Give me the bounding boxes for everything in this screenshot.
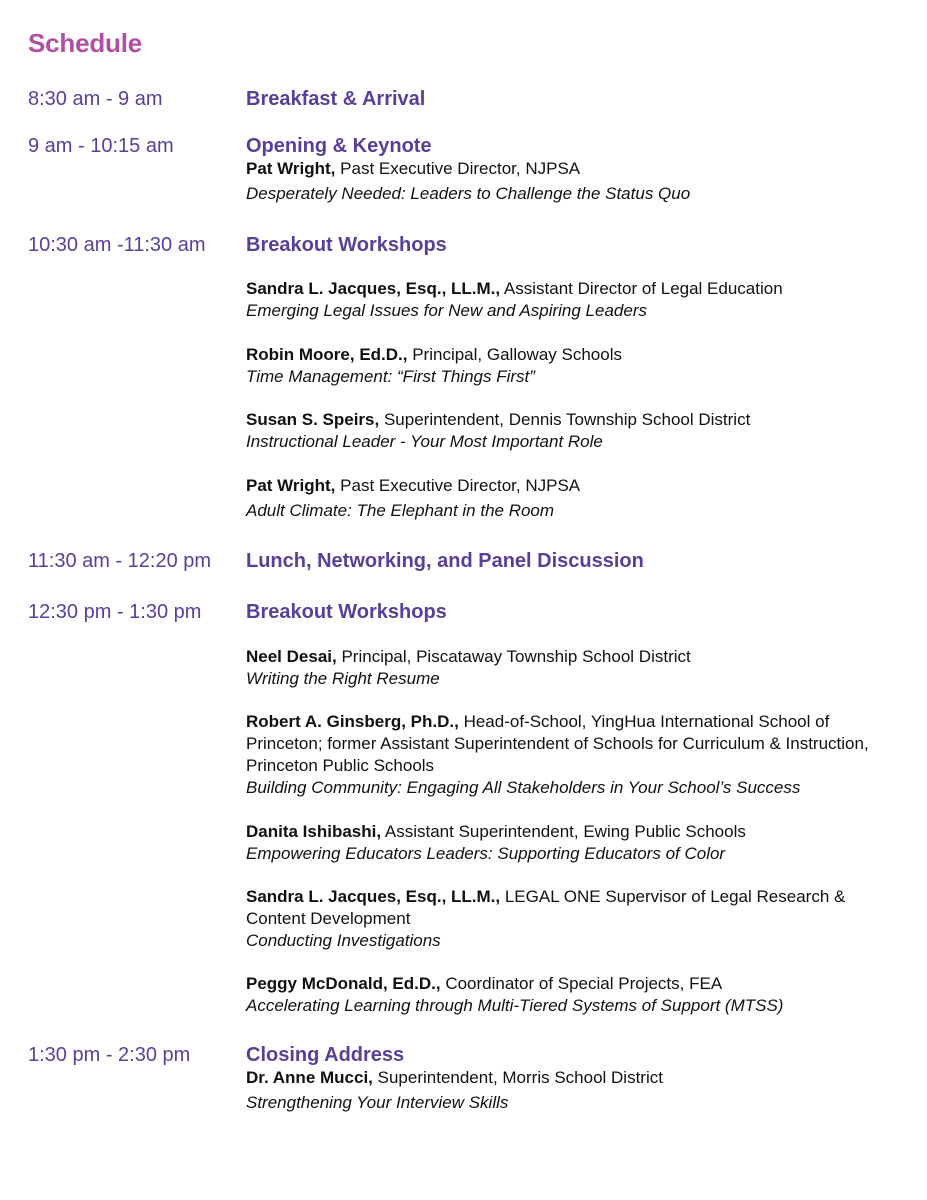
session-content	[246, 233, 896, 257]
talk-title: Building Community: Engaging All Stakeholders in Your School’s Success	[246, 778, 801, 797]
session-heading: Lunch, Networking, and Panel Discussion	[246, 550, 644, 572]
speaker-role: Head-of-School, YingHua International School of Princeton; former Assistant Superintendent of Schools for Curriculum & Instruction, Princeton Public Schools	[246, 712, 869, 775]
session-content	[246, 549, 896, 573]
talk-title: Conducting Investigations	[246, 931, 441, 950]
talk-title: Writing the Right Resume	[246, 669, 440, 688]
speaker-line	[246, 409, 896, 431]
session-time: 1:30 pm - 2:30 pm	[28, 1044, 191, 1066]
speaker-line	[246, 973, 896, 995]
session-heading: Breakout Workshops	[246, 601, 447, 623]
talk-title: Strengthening Your Interview Skills	[246, 1093, 509, 1112]
workshop-content	[246, 886, 896, 952]
session-heading: Opening & Keynote	[246, 135, 432, 157]
speaker-line	[246, 886, 896, 930]
speaker-name: Robin Moore, Ed.D.,	[246, 345, 408, 364]
speaker-line	[246, 1067, 896, 1089]
session-content	[246, 87, 896, 111]
speaker-name: Sandra L. Jacques, Esq., LL.M.,	[246, 279, 501, 298]
speaker-role: Past Executive Director, NJPSA	[335, 159, 581, 178]
page-title: Schedule	[28, 28, 142, 58]
session-heading: Breakfast & Arrival	[246, 88, 426, 110]
speaker-role: Superintendent, Dennis Township School District	[379, 410, 751, 429]
speaker-name: Peggy McDonald, Ed.D.,	[246, 974, 441, 993]
session-time: 11:30 am - 12:20 pm	[28, 550, 212, 572]
speaker-line	[246, 821, 896, 843]
speaker-name: Neel Desai,	[246, 647, 337, 666]
speaker-role: Assistant Director of Legal Education	[500, 279, 783, 298]
workshop-content	[246, 821, 896, 865]
talk-title: Accelerating Learning through Multi-Tiered Systems of Support (MTSS)	[246, 996, 784, 1015]
speaker-role: Principal, Galloway Schools	[407, 345, 622, 364]
workshop-content	[246, 344, 896, 388]
speaker-role: LEGAL ONE Supervisor of Legal Research & Content Development	[246, 887, 846, 928]
session-content	[246, 600, 896, 624]
session-content	[246, 1043, 896, 1114]
talk-title: Instructional Leader - Your Most Important Role	[246, 432, 603, 451]
session-time: 12:30 pm - 1:30 pm	[28, 601, 202, 623]
speaker-name: Pat Wright,	[246, 476, 336, 495]
speaker-role: Principal, Piscataway Township School District	[336, 647, 691, 666]
speaker-name: Robert A. Ginsberg, Ph.D.,	[246, 712, 459, 731]
speaker-line	[246, 711, 896, 777]
speaker-name: Sandra L. Jacques, Esq., LL.M.,	[246, 887, 501, 906]
speaker-name: Dr. Anne Mucci,	[246, 1068, 373, 1087]
speaker-role: Superintendent, Morris School District	[372, 1068, 663, 1087]
workshop-content	[246, 475, 896, 522]
session-time: 10:30 am -11:30 am	[28, 234, 206, 256]
speaker-line	[246, 158, 896, 180]
workshop-content	[246, 711, 896, 799]
session-time: 9 am - 10:15 am	[28, 135, 174, 157]
talk-title: Empowering Educators Leaders: Supporting Educators of Color	[246, 844, 726, 863]
workshop-content	[246, 409, 896, 453]
talk-title: Emerging Legal Issues for New and Aspiring Leaders	[246, 301, 647, 320]
workshop-content	[246, 646, 896, 690]
speaker-name: Pat Wright,	[246, 159, 336, 178]
speaker-role: Assistant Superintendent, Ewing Public Schools	[381, 822, 746, 841]
talk-title: Desperately Needed: Leaders to Challenge the Status Quo	[246, 184, 691, 203]
session-heading: Breakout Workshops	[246, 234, 447, 256]
speaker-role: Past Executive Director, NJPSA	[335, 476, 581, 495]
speaker-line	[246, 475, 896, 497]
workshop-content	[246, 278, 896, 322]
speaker-line	[246, 278, 896, 300]
talk-title: Time Management: “First Things First”	[246, 367, 535, 386]
session-heading: Closing Address	[246, 1044, 405, 1066]
speaker-line	[246, 646, 896, 668]
speaker-line	[246, 344, 896, 366]
speaker-role: Coordinator of Special Projects, FEA	[440, 974, 723, 993]
workshop-content	[246, 973, 896, 1017]
speaker-name: Susan S. Speirs,	[246, 410, 380, 429]
talk-title: Adult Climate: The Elephant in the Room	[246, 501, 555, 520]
session-content	[246, 134, 896, 205]
session-time: 8:30 am - 9 am	[28, 88, 163, 110]
speaker-name: Danita Ishibashi,	[246, 822, 382, 841]
